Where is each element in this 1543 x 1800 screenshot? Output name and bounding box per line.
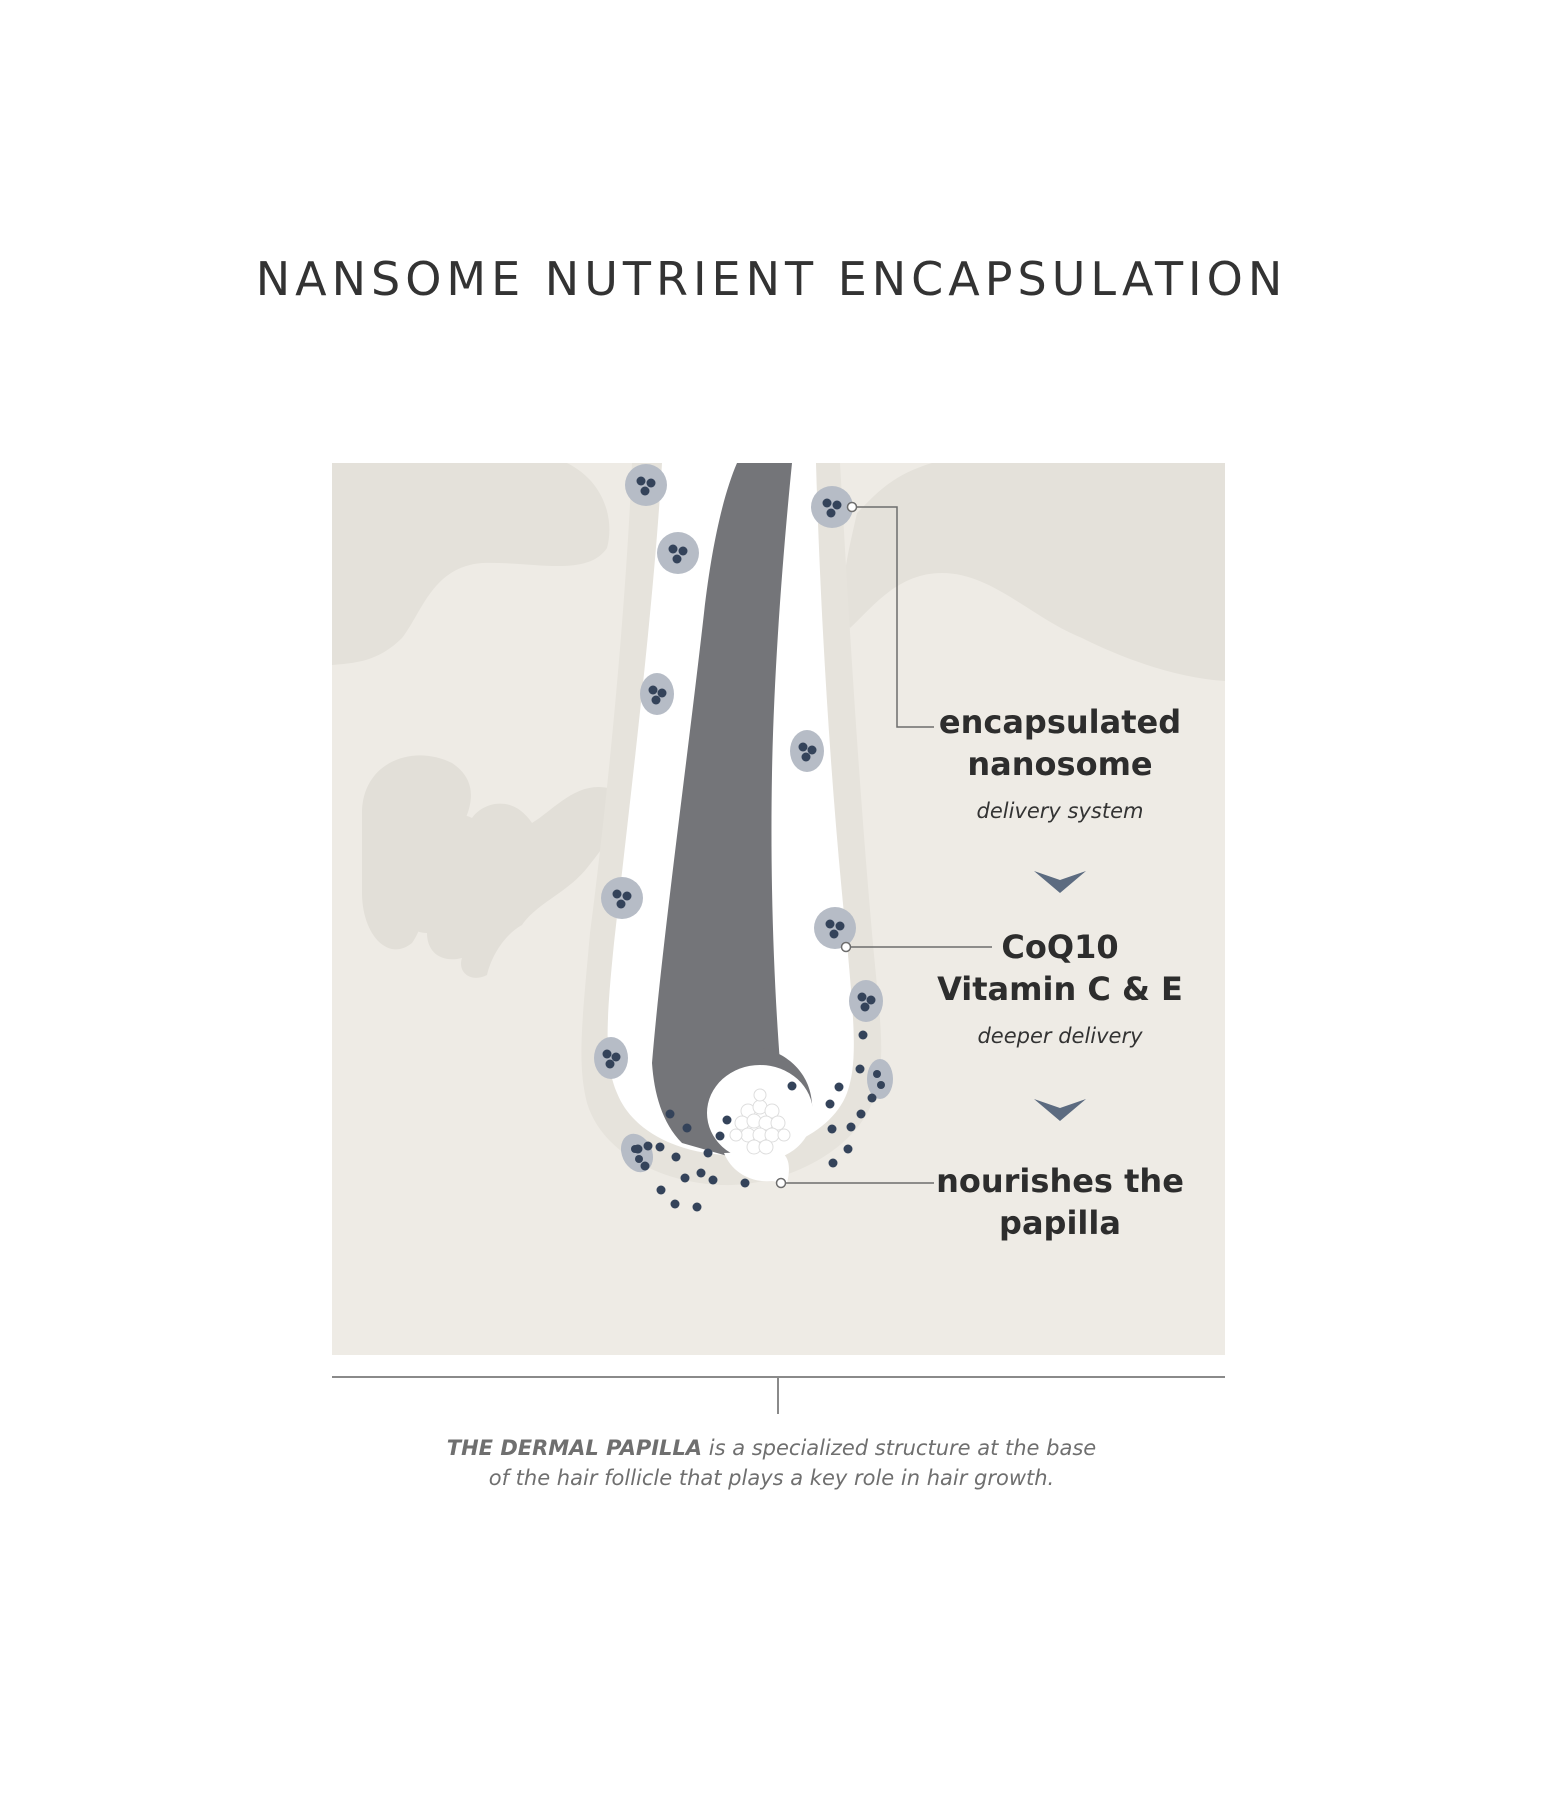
label-nanosome-sub: delivery system bbox=[976, 799, 1144, 823]
label-papilla-line2: papilla bbox=[999, 1204, 1121, 1242]
label-nutrients-line1: CoQ10 bbox=[1001, 928, 1119, 966]
follicle-diagram bbox=[332, 463, 1225, 1355]
caption bbox=[0, 1433, 1543, 1493]
label-nanosome-line2: nanosome bbox=[967, 745, 1153, 783]
nanosome bbox=[790, 730, 824, 772]
label-nutrients-line2: Vitamin C & E bbox=[937, 970, 1183, 1008]
caption-line-1 bbox=[0, 1433, 1543, 1463]
nanosome bbox=[625, 464, 667, 506]
leader-dot bbox=[842, 943, 851, 952]
nanosome bbox=[601, 877, 643, 919]
caption-line1-rest: is a specialized structure at the base bbox=[702, 1436, 1097, 1460]
nanosome bbox=[811, 486, 853, 528]
nanosome bbox=[849, 980, 883, 1022]
divider-line bbox=[332, 1376, 1225, 1378]
label-nanosome bbox=[900, 701, 1220, 823]
chevron-down-icon bbox=[1030, 1096, 1090, 1124]
nanosome-open bbox=[867, 1059, 893, 1099]
label-nutrients bbox=[900, 926, 1220, 1048]
divider-tick bbox=[777, 1377, 779, 1414]
nanosome bbox=[657, 532, 699, 574]
nanosome bbox=[640, 673, 674, 715]
nanosome bbox=[814, 907, 856, 949]
nanosome bbox=[594, 1037, 628, 1079]
page-title: NANSOME NUTRIENT ENCAPSULATION bbox=[255, 252, 1288, 306]
label-papilla-line1: nourishes the bbox=[936, 1162, 1184, 1200]
chevron-down-icon bbox=[1030, 868, 1090, 896]
leader-dot bbox=[848, 503, 857, 512]
label-papilla bbox=[900, 1160, 1220, 1244]
label-nanosome-line1: encapsulated bbox=[938, 703, 1182, 741]
caption-lead: THE DERMAL PAPILLA bbox=[446, 1436, 703, 1460]
label-nutrients-sub: deeper delivery bbox=[977, 1024, 1143, 1048]
caption-line-2: of the hair follicle that plays a key role in hair growth. bbox=[488, 1466, 1055, 1490]
leader-dot bbox=[777, 1179, 786, 1188]
